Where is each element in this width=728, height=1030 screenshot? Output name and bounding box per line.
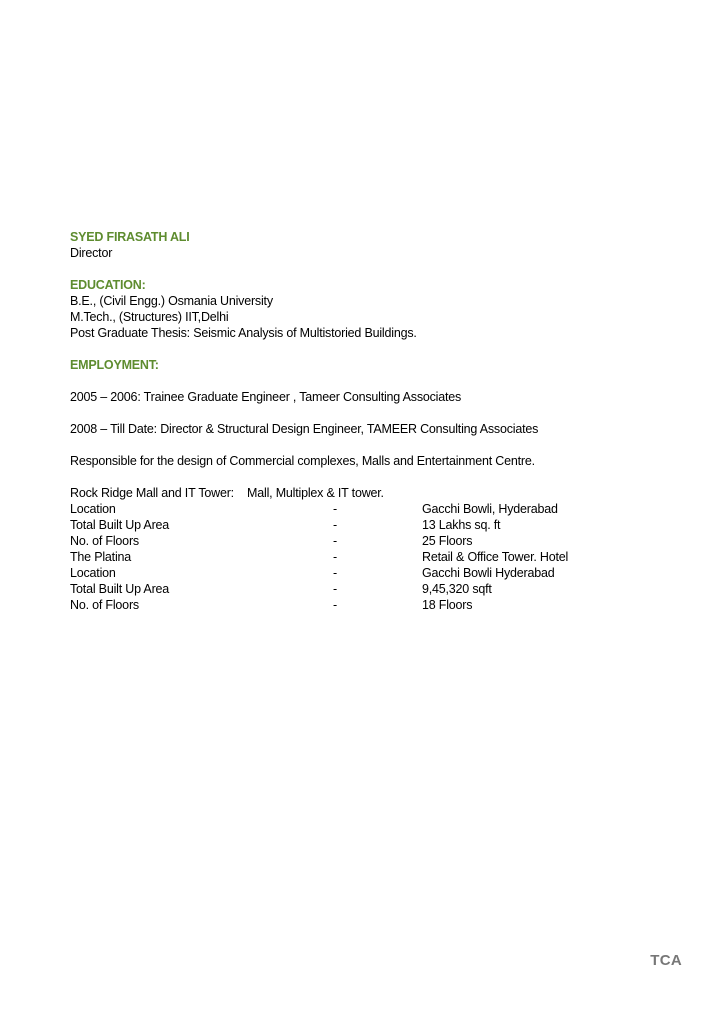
spacer: [70, 405, 690, 421]
employment-heading: EMPLOYMENT:: [70, 358, 159, 372]
spacer: [70, 261, 690, 277]
project-row: [70, 581, 690, 597]
row-value: 9,45,320 sqft: [422, 582, 492, 596]
row-dash: -: [333, 598, 337, 612]
education-heading: EDUCATION:: [70, 278, 146, 292]
row-dash: -: [333, 550, 337, 564]
row-value: Gacchi Bowli, Hyderabad: [422, 502, 558, 516]
document-body: [70, 229, 690, 613]
footer-logo-text: TCA: [650, 952, 682, 969]
row-value: 25 Floors: [422, 534, 473, 548]
project-row: [70, 549, 690, 565]
row-label: No. of Floors: [70, 534, 139, 548]
project-row: [70, 533, 690, 549]
employment-entry: 2005 – 2006: Trainee Graduate Engineer , Tameer Consulting Associates: [70, 390, 462, 404]
education-item: B.E., (Civil Engg.) Osmania University: [70, 294, 273, 308]
education-item: Post Graduate Thesis: Seismic Analysis of Multistoried Buildings.: [70, 326, 417, 340]
row-value: 13 Lakhs sq. ft: [422, 518, 501, 532]
spacer: [70, 437, 690, 453]
person-title: Director: [70, 246, 113, 260]
responsibility-text: Responsible for the design of Commercial complexes, Malls and Entertainment Centre.: [70, 454, 535, 468]
education-item: M.Tech., (Structures) IIT,Delhi: [70, 310, 229, 324]
spacer: [70, 469, 690, 485]
row-value: 18 Floors: [422, 598, 473, 612]
row-dash: -: [333, 582, 337, 596]
project-row: [70, 517, 690, 533]
project-intro: Rock Ridge Mall and IT Tower: Mall, Multiplex & IT tower.: [70, 486, 384, 500]
row-value: Gacchi Bowli Hyderabad: [422, 566, 555, 580]
spacer: [70, 373, 690, 389]
row-label: No. of Floors: [70, 598, 139, 612]
project-row: [70, 501, 690, 517]
row-value: Retail & Office Tower. Hotel: [422, 550, 569, 564]
row-label: Total Built Up Area: [70, 582, 170, 596]
row-dash: -: [333, 534, 337, 548]
row-label: Location: [70, 502, 116, 516]
row-label: Location: [70, 566, 116, 580]
employment-entry: 2008 – Till Date: Director & Structural Design Engineer, TAMEER Consulting Associates: [70, 422, 539, 436]
row-label: The Platina: [70, 550, 132, 564]
spacer: [70, 341, 690, 357]
project-row: [70, 597, 690, 613]
row-dash: -: [333, 502, 337, 516]
row-label: Total Built Up Area: [70, 518, 170, 532]
row-dash: -: [333, 566, 337, 580]
project-row: [70, 565, 690, 581]
person-name: SYED FIRASATH ALI: [70, 230, 190, 244]
row-dash: -: [333, 518, 337, 532]
